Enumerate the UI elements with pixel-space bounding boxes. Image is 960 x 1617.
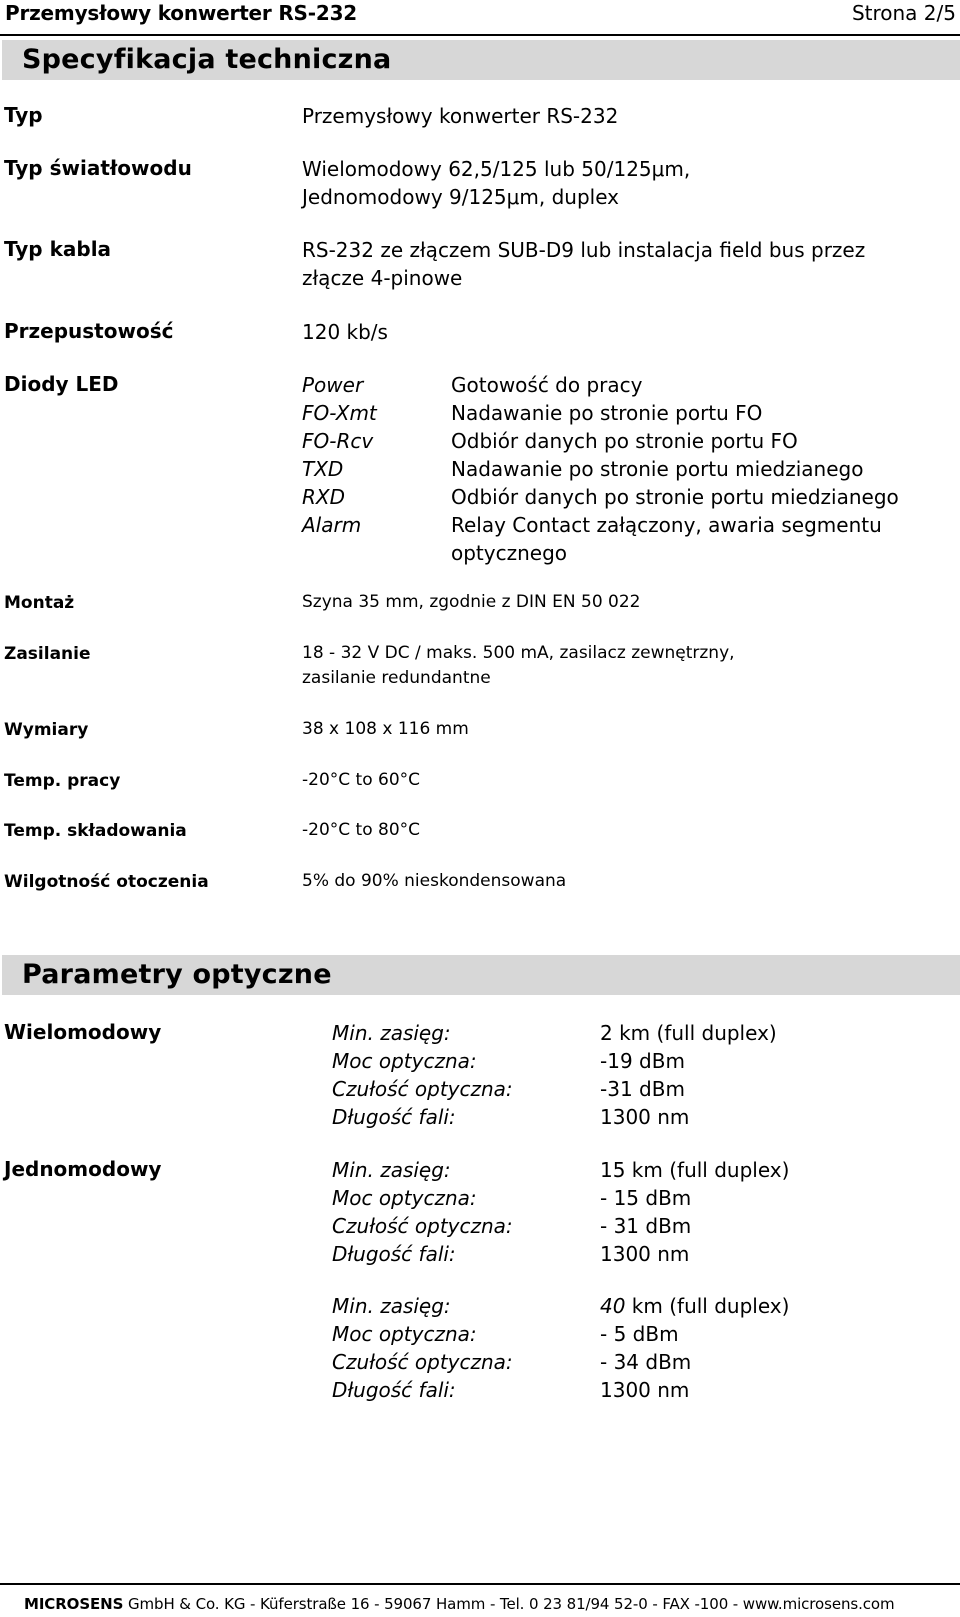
- optical-param-value: - 34 dBm: [600, 1350, 692, 1374]
- optical-param-value: 2 km (full duplex): [600, 1021, 777, 1045]
- optical-param-name: Czułość optyczna:: [332, 1350, 513, 1374]
- section-title: Parametry optyczne: [22, 959, 332, 990]
- optical-param-name: Czułość optyczna:: [332, 1077, 513, 1101]
- optical-param-value: 1300 nm: [600, 1378, 690, 1402]
- spec-label: Typ: [4, 103, 43, 127]
- optical-group-label: Jednomodowy: [4, 1157, 162, 1181]
- spec-label: Montaż: [4, 593, 75, 613]
- spec-value: [302, 641, 952, 691]
- optical-param-value: - 31 dBm: [600, 1214, 692, 1238]
- spec-label: Typ światłowodu: [4, 156, 192, 180]
- spec-value: Szyna 35 mm, zgodnie z DIN EN 50 022: [302, 592, 641, 612]
- optical-param-value: - 15 dBm: [600, 1186, 692, 1210]
- page-footer: [0, 1583, 960, 1613]
- spec-label: Diody LED: [4, 372, 119, 396]
- spec-value: [302, 236, 952, 292]
- optical-param-value: 15 km (full duplex): [600, 1158, 790, 1182]
- led-name: FO-Rcv: [302, 429, 374, 453]
- spec-label: Przepustowość: [4, 319, 174, 343]
- spec-label: Temp. pracy: [4, 771, 121, 791]
- spec-label: Temp. składowania: [4, 821, 187, 841]
- led-description: Gotowość do pracy: [451, 373, 643, 397]
- spec-value: Przemysłowy konwerter RS-232: [302, 104, 619, 128]
- spec-label: Wymiary: [4, 720, 89, 740]
- spec-value: 38 x 108 x 116 mm: [302, 719, 469, 739]
- optical-param-value: -31 dBm: [600, 1077, 685, 1101]
- led-description: Odbiór danych po stronie portu FO: [451, 429, 798, 453]
- optical-param-name: Długość fali:: [332, 1105, 456, 1129]
- led-name: Alarm: [302, 513, 362, 537]
- footer-company-name: MICROSENS: [24, 1595, 124, 1613]
- spec-value: 5% do 90% nieskondensowana: [302, 871, 567, 891]
- spec-value: 120 kb/s: [302, 320, 388, 344]
- optical-param-name: Min. zasięg:: [332, 1294, 451, 1318]
- page-number: Strona 2/5: [851, 1, 956, 25]
- document-title: Przemysłowy konwerter RS-232: [5, 1, 357, 25]
- led-description: optycznego: [451, 541, 568, 565]
- led-name: RXD: [302, 485, 345, 509]
- section-heading-optical: [2, 955, 960, 995]
- optical-param-value: 1300 nm: [600, 1242, 690, 1266]
- spec-label: Wilgotność otoczenia: [4, 872, 209, 892]
- optical-param-name: Moc optyczna:: [332, 1049, 477, 1073]
- optical-group-singlemode-long-range: [0, 1292, 960, 1404]
- spec-row-leds: [0, 371, 960, 571]
- optical-group-label: Wielomodowy: [4, 1020, 162, 1044]
- spec-value-line: złącze 4-pinowe: [302, 266, 463, 290]
- optical-param-value: 1300 nm: [600, 1105, 690, 1129]
- footer-address: GmbH & Co. KG - Küferstraße 16 - 59067 Hamm - Tel. 0 23 81/94 52-0 - FAX -100 - www.microsens.com: [123, 1595, 895, 1613]
- led-name: TXD: [302, 457, 344, 481]
- optical-param-value: -19 dBm: [600, 1049, 685, 1073]
- optical-param-value: - 5 dBm: [600, 1322, 679, 1346]
- spec-value: -20°C to 80°C: [302, 820, 421, 840]
- footer-contact: [24, 1595, 895, 1613]
- optical-param-value: [600, 1292, 789, 1320]
- led-description: Nadawanie po stronie portu FO: [451, 401, 763, 425]
- led-description: Odbiór danych po stronie portu miedzianego: [451, 485, 899, 509]
- spec-value-line: zasilanie redundantne: [302, 668, 491, 688]
- spec-label: Typ kabla: [4, 237, 112, 261]
- led-name: Power: [302, 373, 364, 397]
- spec-value: [302, 155, 952, 211]
- spec-value-line: Jednomodowy 9/125μm, duplex: [302, 185, 619, 209]
- section-title: Specyfikacja techniczna: [22, 44, 392, 75]
- optical-param-name: Długość fali:: [332, 1378, 456, 1402]
- spec-value: -20°C to 60°C: [302, 770, 421, 790]
- led-name: FO-Xmt: [302, 401, 377, 425]
- optical-param-name: Moc optyczna:: [332, 1186, 477, 1210]
- led-description: Relay Contact załączony, awaria segmentu: [451, 513, 882, 537]
- section-heading-spec: [2, 40, 960, 80]
- spec-value-line: RS-232 ze złączem SUB-D9 lub instalacja field bus przez: [302, 238, 866, 262]
- optical-param-value-number: 40: [600, 1294, 626, 1318]
- optical-param-name: Min. zasięg:: [332, 1158, 451, 1182]
- optical-group-singlemode: [0, 1156, 960, 1268]
- optical-param-name: Moc optyczna:: [332, 1322, 477, 1346]
- spec-value-line: 18 - 32 V DC / maks. 500 mA, zasilacz zewnętrzny,: [302, 643, 735, 663]
- page-header: [0, 0, 960, 36]
- led-description: Nadawanie po stronie portu miedzianego: [451, 457, 864, 481]
- optical-group-multimode: [0, 1019, 960, 1131]
- optical-param-name: Min. zasięg:: [332, 1021, 451, 1045]
- optical-param-name: Czułość optyczna:: [332, 1214, 513, 1238]
- optical-param-name: Długość fali:: [332, 1242, 456, 1266]
- spec-label: Zasilanie: [4, 644, 91, 664]
- spec-value-line: Wielomodowy 62,5/125 lub 50/125μm,: [302, 157, 691, 181]
- optical-param-value-unit: km (full duplex): [625, 1294, 790, 1318]
